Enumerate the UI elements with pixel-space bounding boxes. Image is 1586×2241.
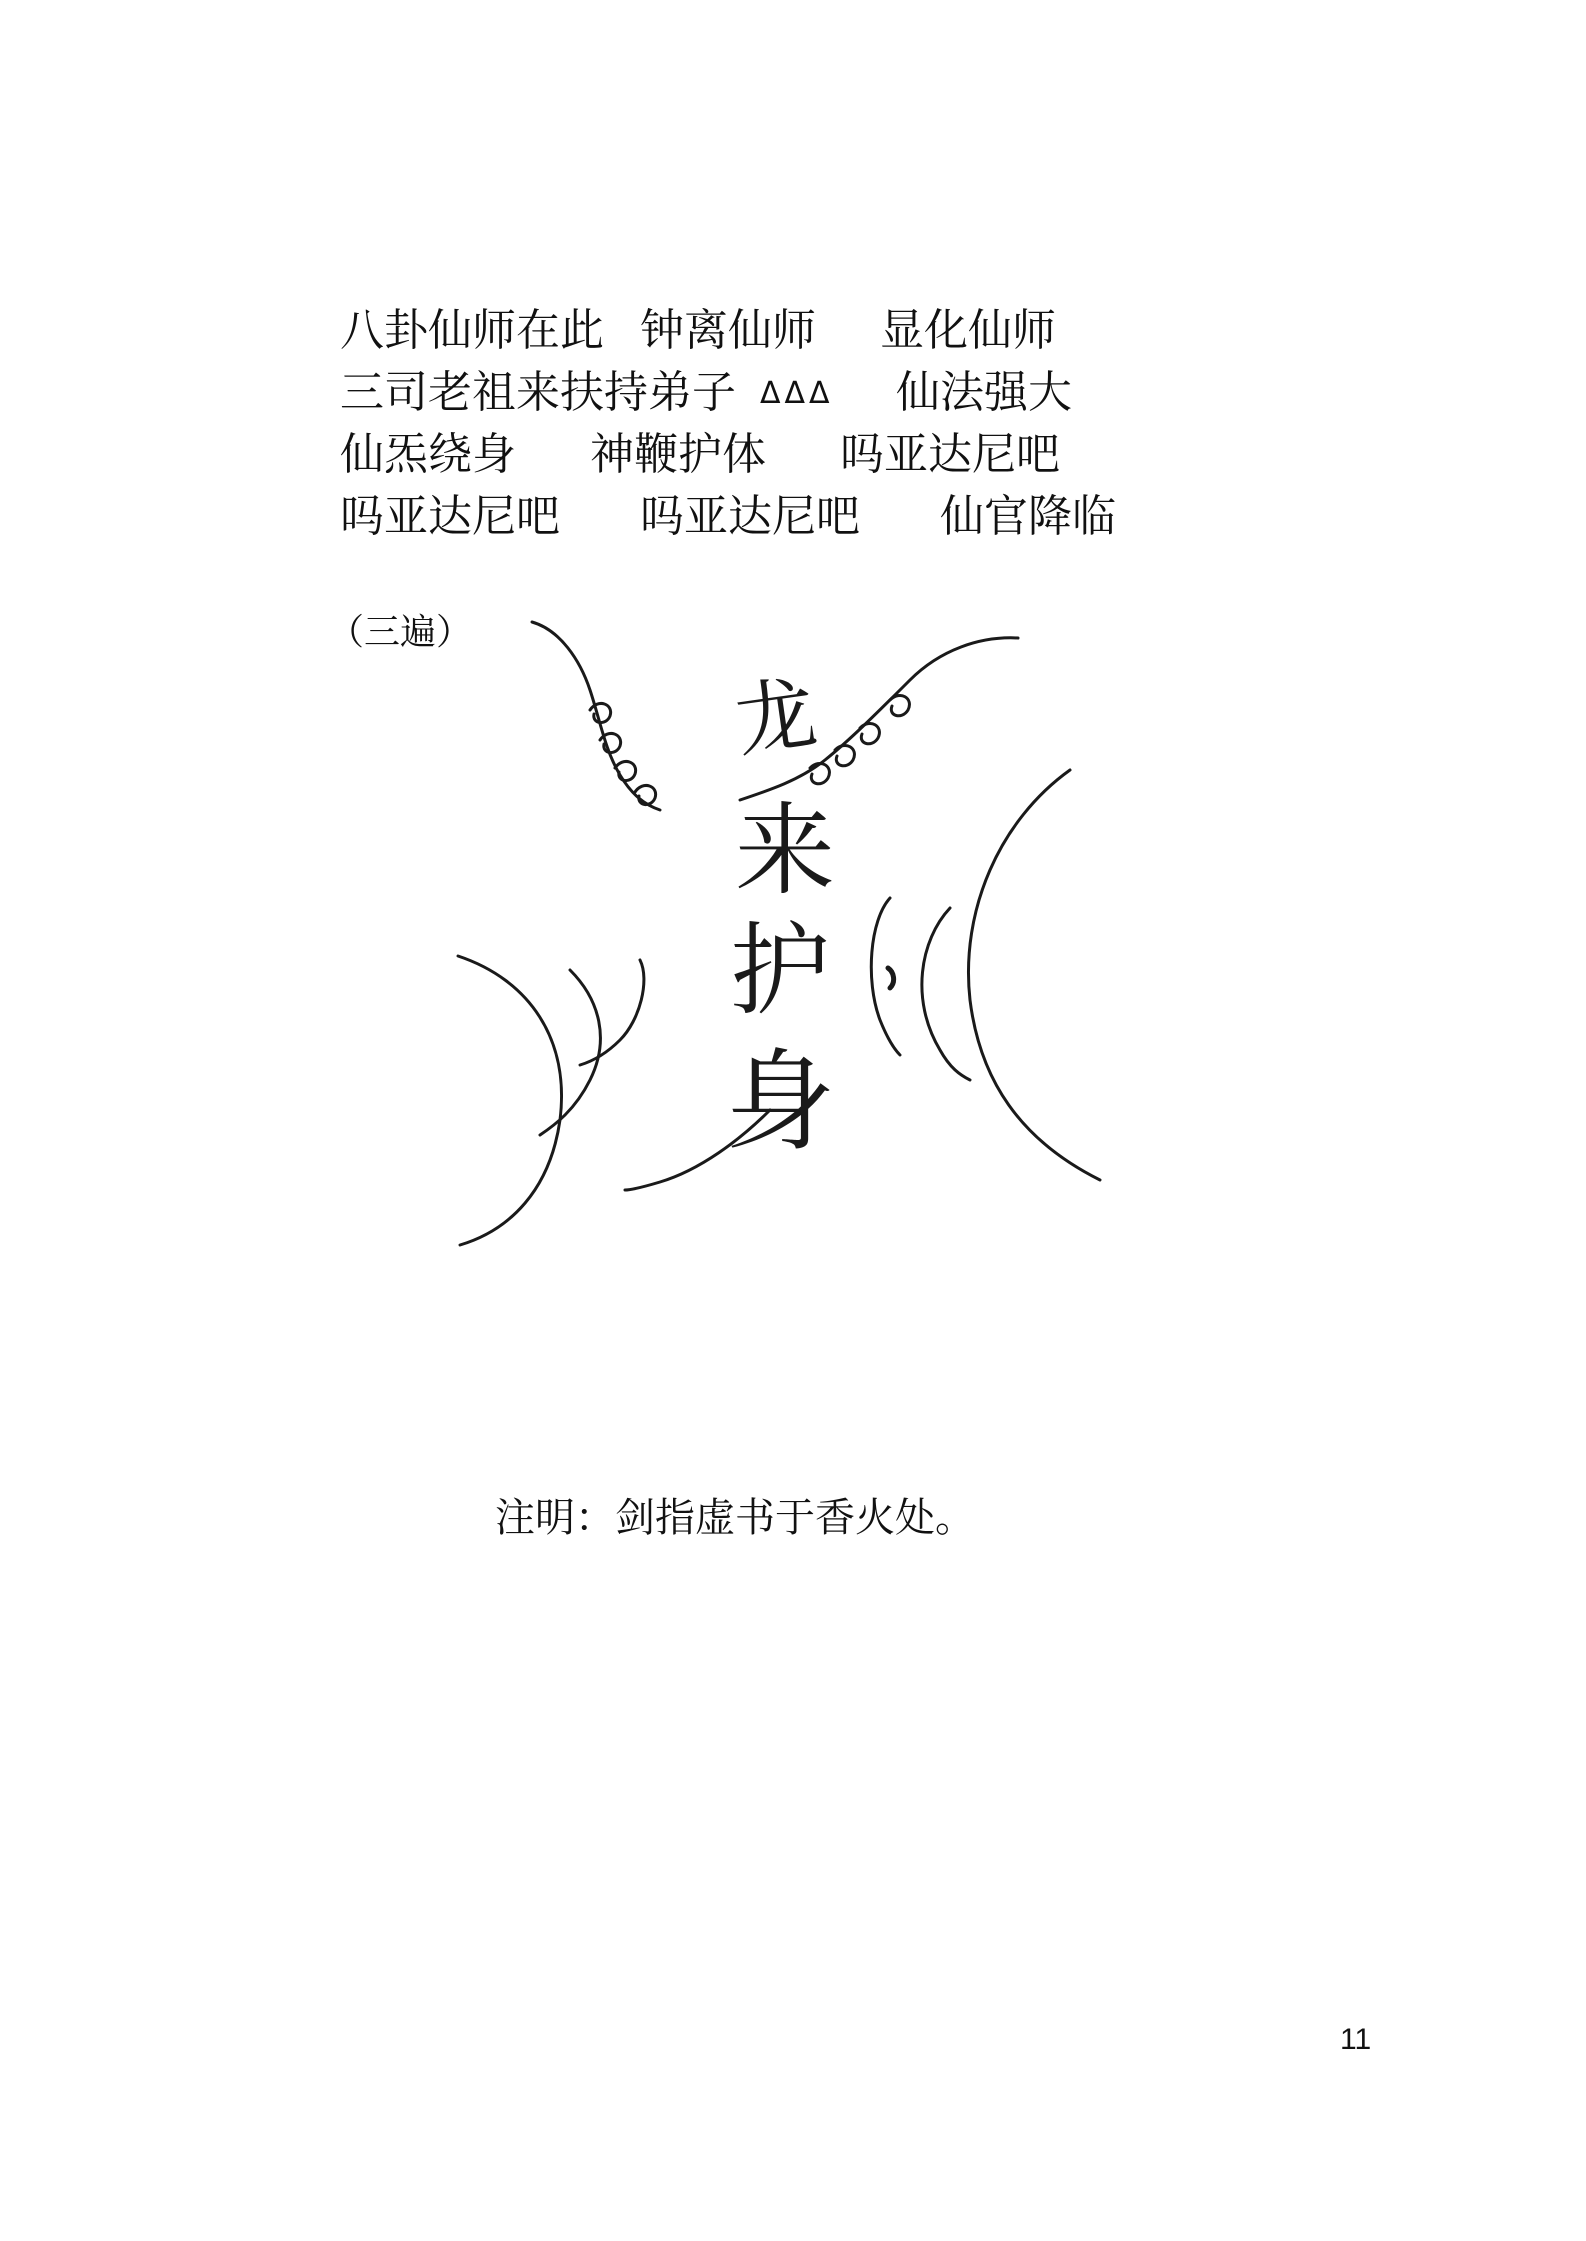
talisman-char-4: 身 bbox=[725, 1038, 835, 1166]
verse-segment: 仙炁绕身 bbox=[340, 429, 516, 480]
verse-line-2 bbox=[340, 362, 1160, 424]
right-crescent-mark bbox=[888, 968, 894, 988]
talisman-drawing bbox=[440, 600, 1200, 1280]
triangle-marks: ΔΔΔ bbox=[760, 376, 834, 411]
right-crescent-middle bbox=[922, 908, 970, 1080]
left-crescent-outer bbox=[458, 956, 562, 1245]
repeat-note: （三遍） bbox=[328, 612, 473, 653]
right-curl-loop-1 bbox=[890, 695, 909, 715]
left-crescent-middle bbox=[540, 970, 600, 1135]
verse-line-3 bbox=[340, 424, 1160, 486]
right-curl-loop-2 bbox=[860, 723, 879, 743]
verse-segment: 神鞭护体 bbox=[590, 429, 766, 480]
left-crescent-inner bbox=[580, 960, 644, 1065]
incantation-verse bbox=[340, 300, 1160, 548]
right-crescent-outer bbox=[968, 770, 1100, 1180]
right-curl-loop-4 bbox=[810, 763, 829, 783]
left-cloud-curl bbox=[532, 622, 660, 810]
verse-segment: 仙法强大 bbox=[896, 367, 1072, 418]
verse-segment: 吗亚达尼吧 bbox=[340, 491, 560, 542]
left-curl-loop-2 bbox=[600, 733, 621, 752]
page-number: 11 bbox=[1340, 2023, 1372, 2056]
verse-line-4 bbox=[340, 486, 1160, 548]
left-curl-loop-3 bbox=[615, 761, 636, 780]
verse-segment: 吗亚达尼吧 bbox=[840, 429, 1060, 480]
verse-segment: 钟离仙师 bbox=[640, 305, 816, 356]
verse-line-1 bbox=[340, 300, 1160, 362]
talisman-char-2: 来 bbox=[735, 792, 835, 909]
verse-segment: 三司老祖来扶持弟子 bbox=[340, 367, 736, 418]
verse-segment: 吗亚达尼吧 bbox=[640, 491, 860, 542]
verse-segment: 八卦仙师在此 bbox=[340, 305, 604, 356]
annotation-note: 注明：剑指虚书于香火处。 bbox=[495, 1495, 975, 1541]
verse-segment: 显化仙师 bbox=[880, 305, 1056, 356]
right-curl-loop-3 bbox=[835, 745, 854, 765]
talisman-char-1: 龙 bbox=[729, 665, 822, 769]
verse-segment: 仙官降临 bbox=[940, 491, 1116, 542]
talisman-char-3: 护 bbox=[730, 912, 830, 1029]
talisman-svg bbox=[440, 600, 1200, 1280]
